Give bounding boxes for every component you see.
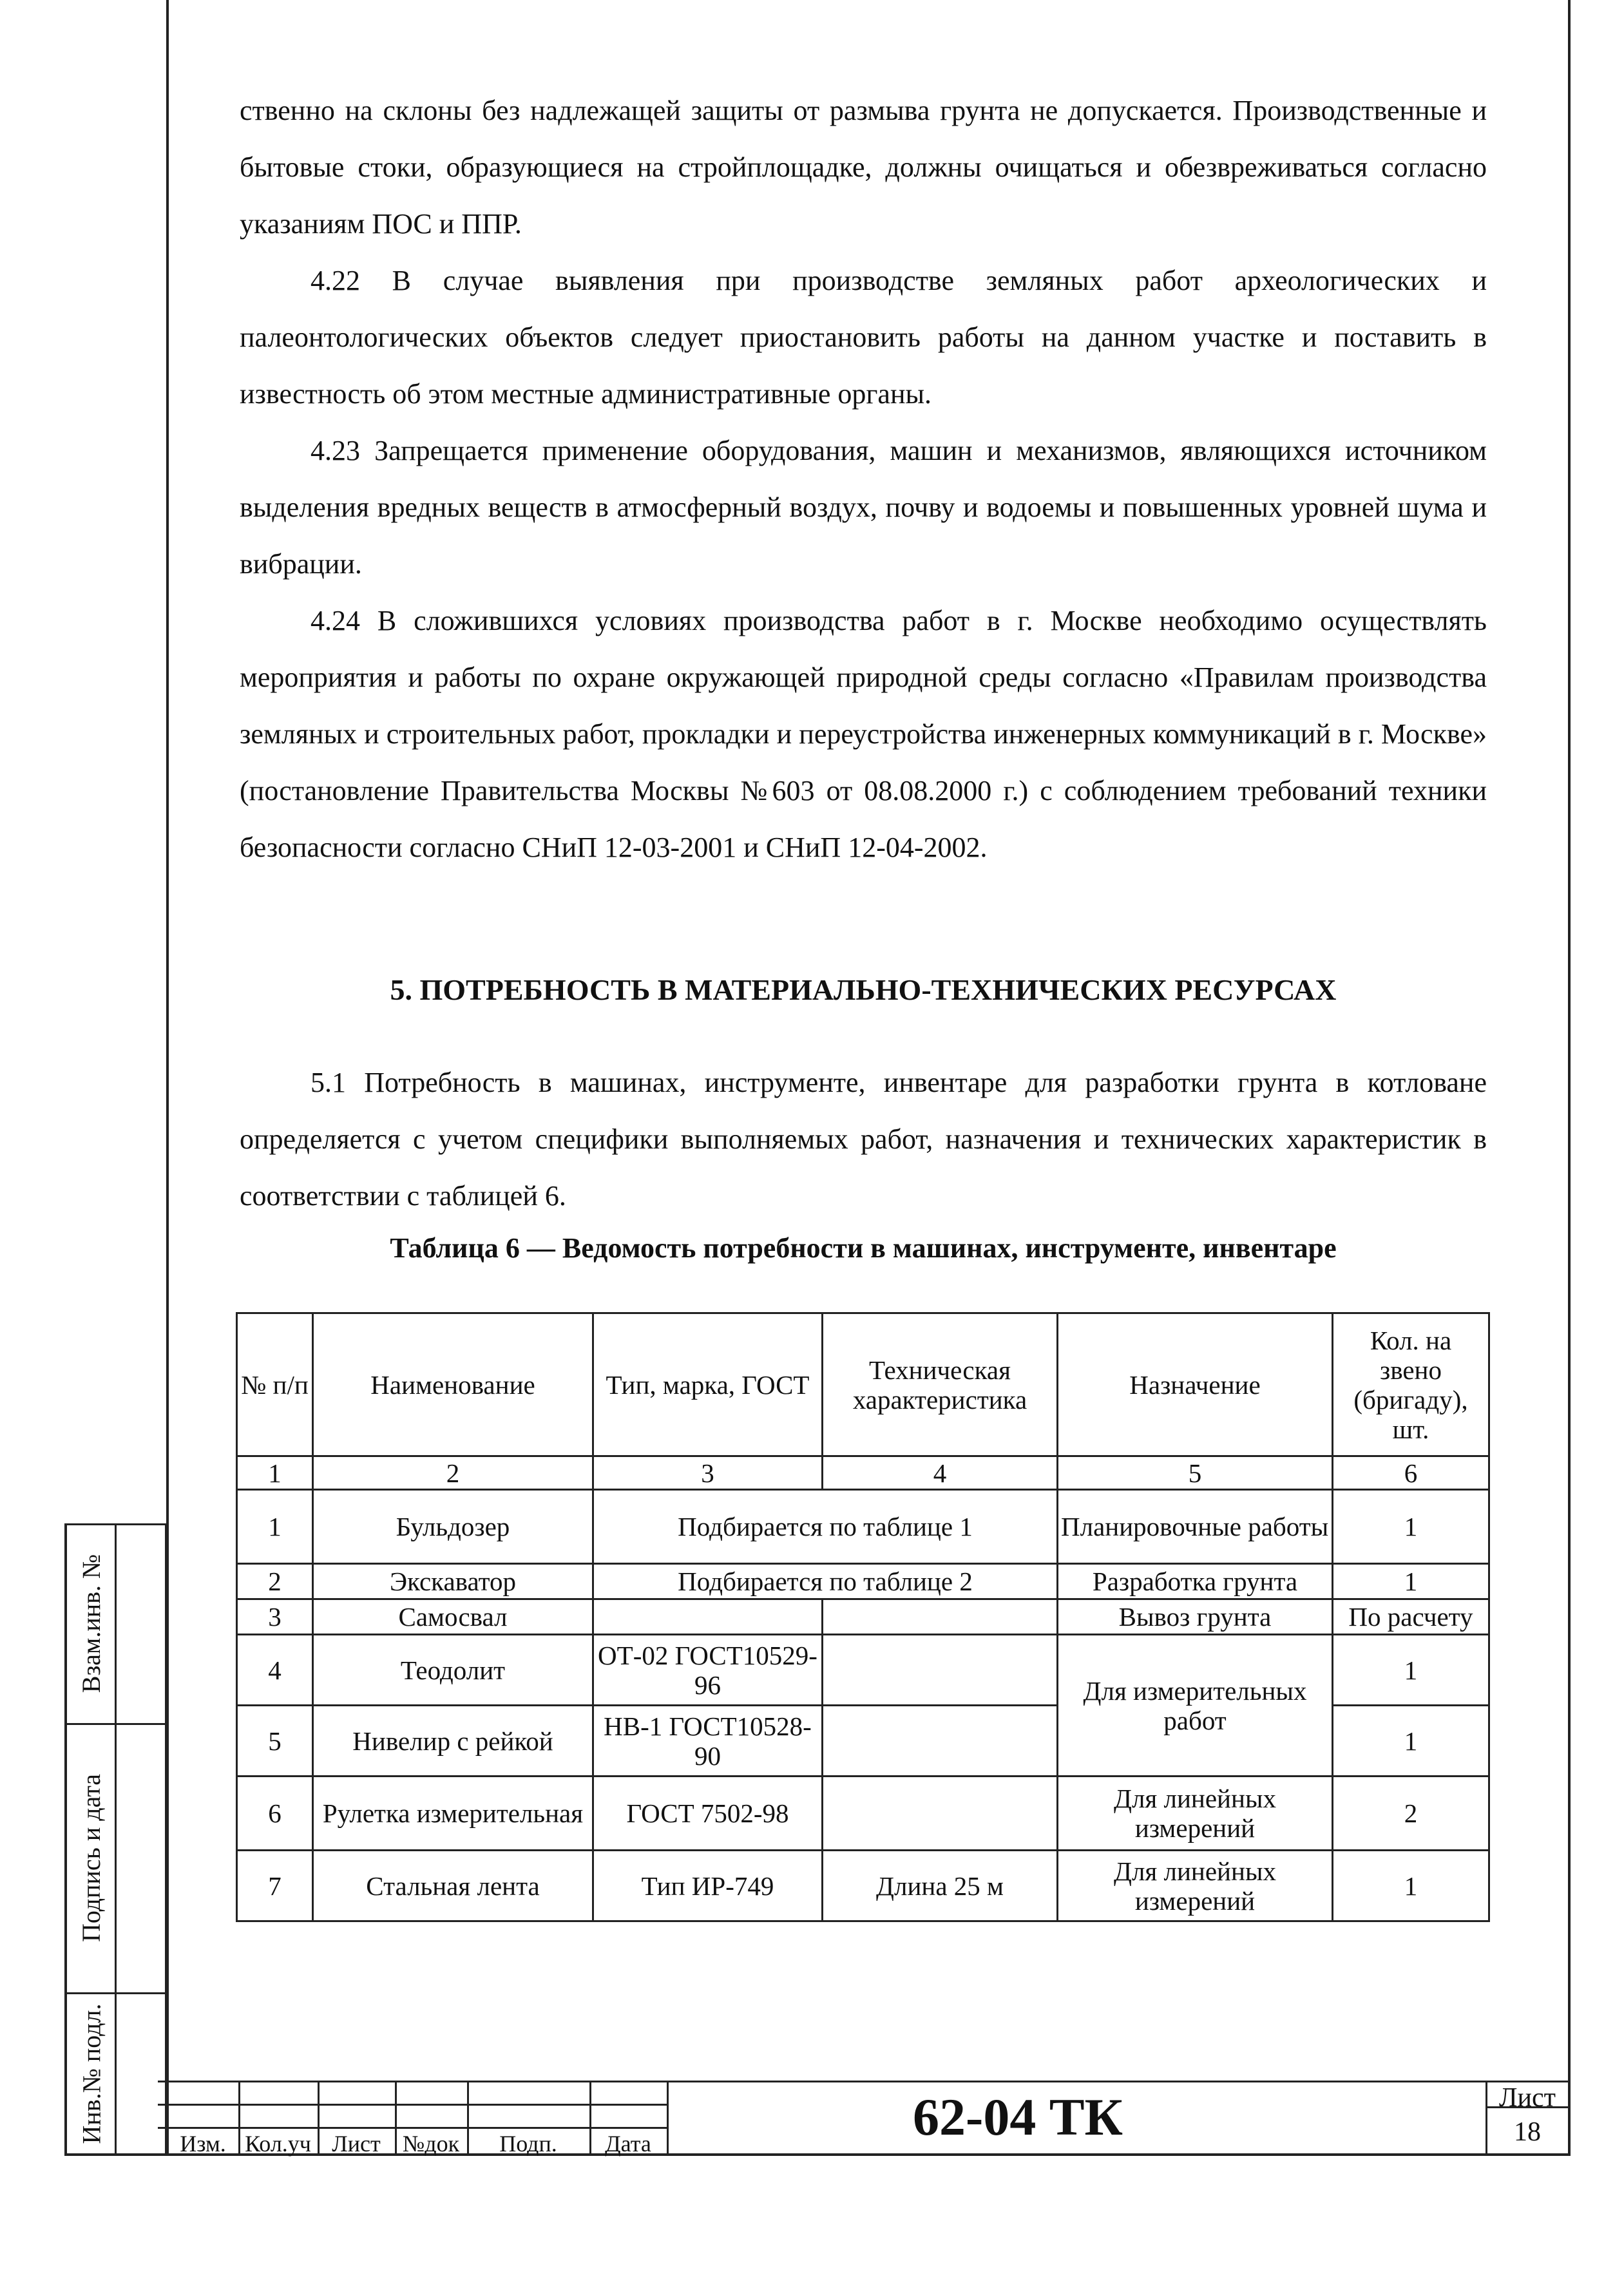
- signature-label: Подп.: [499, 2131, 557, 2157]
- purpose-cell: Для линейных измерений: [1058, 1851, 1333, 1921]
- purpose-cell: Разработка грунта: [1058, 1564, 1333, 1599]
- name-cell: Нивелир с рейкой: [313, 1706, 593, 1777]
- table-header-row: [237, 1313, 1489, 1456]
- row-number-cell: 4: [237, 1635, 313, 1706]
- date-label: Дата: [605, 2131, 651, 2157]
- sheet-label: Лист: [1499, 2083, 1556, 2113]
- name-cell: Экскаватор: [313, 1564, 593, 1599]
- side-stamp-cell: [68, 1523, 115, 1723]
- paragraph-5-1: 5.1 Потребность в машинах, инструменте, инвентаре для разработки грунта в котловане определяется с учетом специфики выполняемых работ, назначения и технических характеристик в соответствии с таблицей 6.: [240, 1067, 1487, 1212]
- quantity-cell: По расчету: [1333, 1599, 1489, 1635]
- merged-spec-cell: Подбирается по таблице 1: [593, 1490, 1058, 1564]
- column-number-cell: 6: [1333, 1456, 1489, 1490]
- inv-replace-label: Взам.инв. №: [77, 1554, 106, 1693]
- purpose-cell: Планировочные работы: [1058, 1490, 1333, 1564]
- tech-cell: [823, 1777, 1058, 1851]
- revision-label: Изм.: [180, 2131, 226, 2157]
- table-caption: Таблица 6 — Ведомость потребности в машинах, инструменте, инвентаре: [390, 1232, 1337, 1264]
- paragraph-4-23: 4.23 Запрещается применение оборудования, машин и механизмов, являющихся источником выделения вредных веществ в атмосферный воздух, почву и водоемы и повышенных уровней шума и вибрации.: [240, 435, 1487, 580]
- row-number-cell: 1: [237, 1490, 313, 1564]
- table-row: [237, 1564, 1489, 1599]
- column-number-cell: 3: [593, 1456, 823, 1490]
- paragraph-continuation: ственно на склоны без надлежащей защиты от размыва грунта не допускается. Производственные и бытовые стоки, образующиеся на стройплощадке, должны очищаться и обезвреживаться согласно указаниям ПОС и ППР.: [240, 95, 1487, 240]
- column-number-cell: 2: [313, 1456, 593, 1490]
- side-stamp-cell: [68, 1723, 115, 1992]
- header-cell: Назначение: [1058, 1313, 1333, 1456]
- type-cell: [593, 1599, 823, 1635]
- side-stamp: [64, 1523, 167, 2155]
- name-cell: Бульдозер: [313, 1490, 593, 1564]
- resources-table: [236, 1312, 1490, 1922]
- header-cell: Тип, марка, ГОСТ: [593, 1313, 823, 1456]
- header-cell: Техническая характеристика: [823, 1313, 1058, 1456]
- row-number-cell: 2: [237, 1564, 313, 1599]
- name-cell: Теодолит: [313, 1635, 593, 1706]
- doc-number-label: №док: [402, 2131, 460, 2157]
- row-number-cell: 7: [237, 1851, 313, 1921]
- side-stamp-divider: [115, 1523, 117, 2155]
- header-cell: Наименование: [313, 1313, 593, 1456]
- quantity-cell: 2: [1333, 1777, 1489, 1851]
- type-cell: Тип ИР-749: [593, 1851, 823, 1921]
- row-number-cell: 3: [237, 1599, 313, 1635]
- tech-cell: [823, 1599, 1058, 1635]
- section-heading: 5. ПОТРЕБНОСТЬ В МАТЕРИАЛЬНО-ТЕХНИЧЕСКИХ РЕСУРСАХ: [390, 973, 1337, 1006]
- table-row: [237, 1851, 1489, 1921]
- document-code: 62-04 ТК: [913, 2088, 1123, 2146]
- inv-original-label: Инв.№ подл.: [77, 2003, 106, 2144]
- table-column-number-row: [237, 1456, 1489, 1490]
- sheet-col-label: Лист: [332, 2131, 381, 2157]
- body-text: [240, 82, 1487, 876]
- merged-spec-cell: Подбирается по таблице 2: [593, 1564, 1058, 1599]
- purpose-cell: Вывоз грунта: [1058, 1599, 1333, 1635]
- column-number-cell: 5: [1058, 1456, 1333, 1490]
- quantity-cell: 1: [1333, 1490, 1489, 1564]
- table-row: [237, 1490, 1489, 1564]
- type-cell: ГОСТ 7502-98: [593, 1777, 823, 1851]
- column-number-cell: 1: [237, 1456, 313, 1490]
- tech-cell: Длина 25 м: [823, 1851, 1058, 1921]
- name-cell: Самосвал: [313, 1599, 593, 1635]
- type-cell: ОТ-02 ГОСТ10529-96: [593, 1635, 823, 1706]
- name-cell: Рулетка измерительная: [313, 1777, 593, 1851]
- header-cell: Кол. на звено (бригаду), шт.: [1333, 1313, 1489, 1456]
- table-row: [237, 1599, 1489, 1635]
- header-cell: № п/п: [237, 1313, 313, 1456]
- column-number-cell: 4: [823, 1456, 1058, 1490]
- count-label: Кол.уч: [245, 2131, 311, 2157]
- paragraph-4-22: 4.22 В случае выявления при производстве земляных работ археологических и палеонтологических объектов следует приостановить работы на данном участке и поставить в известность об этом местные административные органы.: [240, 265, 1487, 410]
- tech-cell: [823, 1706, 1058, 1777]
- quantity-cell: 1: [1333, 1564, 1489, 1599]
- row-number-cell: 6: [237, 1777, 313, 1851]
- paragraph-4-24: 4.24 В сложившихся условиях производства работ в г. Москве необходимо осуществлять мероприятия и работы по охране окружающей природной среды согласно «Правилам производства земляных и строительных работ, прокладки и переустройства инженерных коммуникаций в г. Москве» (постановление Правительства Москвы №603 от 08.08.2000 г.) с соблюдением требований техники безопасности согласно СНиП 12-03-2001 и СНиП 12-04-2002.: [240, 605, 1487, 863]
- side-stamp-cell: [68, 1992, 115, 2155]
- quantity-cell: 1: [1333, 1851, 1489, 1921]
- purpose-cell: Для линейных измерений: [1058, 1777, 1333, 1851]
- sheet-number: 18: [1514, 2117, 1541, 2147]
- table-row: [237, 1777, 1489, 1851]
- title-block-divider: [667, 2081, 669, 2153]
- type-cell: НВ-1 ГОСТ10528-90: [593, 1706, 823, 1777]
- quantity-cell: 1: [1333, 1635, 1489, 1706]
- purpose-cell: Для измерительных работ: [1058, 1635, 1333, 1777]
- name-cell: Стальная лента: [313, 1851, 593, 1921]
- table-row: [237, 1635, 1489, 1706]
- row-number-cell: 5: [237, 1706, 313, 1777]
- quantity-cell: 1: [1333, 1706, 1489, 1777]
- signature-date-label: Подпись и дата: [77, 1773, 106, 1942]
- frame-right-line: [1568, 0, 1571, 2155]
- tech-cell: [823, 1635, 1058, 1706]
- title-block-top-rule: [158, 2081, 1571, 2082]
